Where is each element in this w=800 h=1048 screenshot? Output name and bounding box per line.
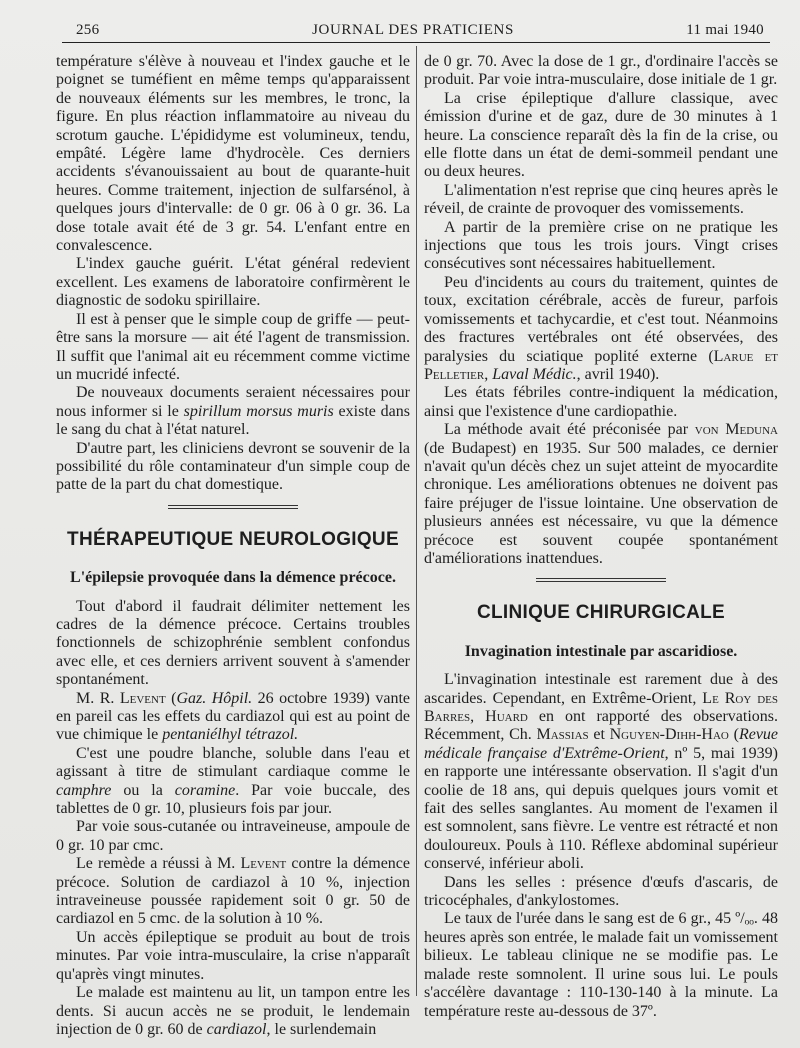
column-divider bbox=[416, 46, 417, 996]
section-separator bbox=[536, 578, 666, 582]
issue-date: 11 mai 1940 bbox=[686, 22, 764, 38]
text-run: (de Budapest) en 1935. Sur 500 malades, ce dernier n'avait qu'un décès chez un sujet atteint de myocardite chronique. Les améliorations obtenues ne doivent pas faire préjuger de l'issue lointaine. Une observation de plusieurs années est nécessaire, vu que la démence précoce est souvent coupée spontanément d'améliorations inattendues. bbox=[424, 439, 778, 567]
paragraph: L'index gauche guérit. L'état général redevient excellent. Les examens de laboratoire confirmèrent le diagnostic de sodoku spirillaire. bbox=[56, 255, 410, 310]
paragraph bbox=[56, 384, 410, 439]
paragraph bbox=[56, 984, 410, 1039]
paragraph: A partir de la première crise on ne pratique les injections que tous les trois jours. Vingt crises consécutives sont nécessaires habituellement. bbox=[424, 218, 778, 273]
paragraph: Tout d'abord il faudrait délimiter nettement les cadres de la démence précoce. Certains troubles fonctionnels de schizophrénie semblent confondus avec elle, et ces derniers arrivent souvent à s'amender spontanément. bbox=[56, 597, 410, 689]
author-name: Massias bbox=[536, 726, 589, 744]
paragraph: La crise épileptique d'allure classique, avec émission d'urine et de gaz, dure de 30 minutes à 1 heure. La conscience reparaît dès la fin de la crise, ou elle flotte dans un état de demi-sommeil pendant une ou deux heures. bbox=[424, 89, 778, 181]
author-name: Huard bbox=[485, 708, 528, 725]
journal-name: Laval Médic. bbox=[492, 365, 577, 383]
text-run: et bbox=[588, 726, 610, 744]
section-separator bbox=[168, 505, 298, 509]
page-number: 256 bbox=[76, 22, 100, 38]
text-run: L'invagination intestinale est rarement due à des ascarides. Cependant, en Extrême-Orient, bbox=[424, 671, 778, 707]
text-run: , bbox=[470, 708, 486, 725]
header-rule bbox=[62, 42, 770, 43]
author-name: Le Roy des Barres bbox=[424, 689, 778, 725]
journal-title: JOURNAL DES PRATICIENS bbox=[312, 22, 514, 38]
text-run: , bbox=[484, 365, 493, 383]
right-column bbox=[424, 53, 778, 1021]
paragraph: Un accès épileptique se produit au bout de trois minutes. Par voie intra-musculaire, la crise n'apparaît qu'après vingt minutes. bbox=[56, 928, 410, 983]
author-name: Larue et Pelletier bbox=[424, 347, 779, 383]
paragraph: Dans les selles : présence d'œufs d'ascaris, de tricocéphales, d'ankylostomes. bbox=[424, 873, 778, 910]
paragraph: L'alimentation n'est reprise que cinq heures après le réveil, de crainte de provoquer des vomissements. bbox=[424, 181, 778, 218]
section-title: CLINIQUE CHIRURGICALE bbox=[476, 602, 726, 624]
journal-name: Gaz. Hôpil. bbox=[176, 689, 253, 707]
author-name: Levent bbox=[240, 855, 287, 873]
text-run: . Par voie buccale, des tablettes de 0 gr. 10, plusieurs fois par jour. bbox=[56, 781, 410, 818]
section-title: THÉRAPEUTIQUE NEUROLOGIQUE bbox=[67, 528, 399, 550]
italic-term: camphre bbox=[56, 781, 112, 799]
text-run: Le malade est maintenu au lit, un tampon entre les dents. Si aucun accès ne se produit, le lendemain injection de 0 gr. 60 de bbox=[56, 984, 410, 1038]
page-header bbox=[62, 20, 764, 42]
text-run: M. R. bbox=[76, 689, 120, 707]
italic-term: cardiazol bbox=[206, 1020, 267, 1038]
text-run: De nouveaux documents seraient nécessaires pour nous informer si le bbox=[56, 384, 410, 420]
journal-name: Revue médicale française d'Extrême-Orient bbox=[424, 726, 779, 762]
text-run: en ont rapporté des observations. Récemment, Ch. bbox=[424, 708, 778, 744]
text-run: , avril 1940). bbox=[576, 365, 660, 383]
author-name: von Meduna bbox=[694, 421, 779, 439]
paragraph: D'autre part, les cliniciens devront se souvenir de la possibilité du rôle contaminateur d'un simple coup de patte de la part du chat domestique. bbox=[56, 439, 410, 494]
text-run: , le surlendemain bbox=[266, 1020, 377, 1038]
paragraph bbox=[56, 745, 410, 819]
paragraph: Les états fébriles contre-indiquent la médication, ainsi que l'existence d'une cardiopathie. bbox=[424, 384, 778, 420]
paragraph bbox=[424, 274, 778, 384]
text-run: contre la démence précoce. Solution de cardiazol à 10 %, injection intraveineuse poussée rapidement soit 0 gr. 50 de cardiazol en 5 cmc. de la solution à 10 %. bbox=[56, 855, 411, 928]
text-run: C'est une poudre blanche, soluble dans l'eau et agissant à titre de stimulant cardiaque comme le bbox=[56, 744, 410, 781]
paragraph: Par voie sous-cutanée ou intraveineuse, ampoule de 0 gr. 10 par cmc. bbox=[56, 818, 410, 854]
text-run: Le remède a réussi à M. bbox=[76, 855, 241, 873]
text-run: La méthode avait été préconisée par bbox=[444, 421, 695, 439]
text-run: ( bbox=[165, 689, 177, 707]
paragraph: Le taux de l'urée dans le sang est de 6 gr., 45 º/ₒₒ. 48 heures après son entrée, le malade fait un vomissement bilieux. Le tableau clinique ne se modifie pas. Le malade reste somnolent. Il urine sous lui. Le pouls s'accélère davantage : 110-130-140 à la minute. La température reste au-dessous de 37º. bbox=[424, 910, 778, 1020]
left-column bbox=[56, 53, 410, 1039]
paragraph: Il est à penser que le simple coup de griffe — peut-être sans la morsure — ait été l'agent de transmission. Il suffit que l'animal ait eu récemment comme victime un mucridé infecté. bbox=[56, 310, 410, 383]
paragraph bbox=[424, 421, 778, 568]
author-name: Levent bbox=[119, 689, 166, 707]
paragraph bbox=[424, 671, 778, 873]
text-run: ( bbox=[728, 726, 739, 744]
text-run: Peu d'incidents au cours du traitement, quintes de toux, excitation cérébrale, accès de fureur, parfois vomissements et tachycardie, et c'est tout. Néanmoins des fractures vertébrales ont été observées, des paralysies du sciatique poplité externe ( bbox=[424, 273, 778, 365]
paragraph bbox=[56, 855, 410, 929]
article-title: Invagination intestinale par ascaridiose. bbox=[464, 642, 738, 660]
article-title: L'épilepsie provoquée dans la démence précoce. bbox=[70, 569, 396, 587]
paragraph bbox=[56, 690, 410, 745]
italic-term: pentaniélhyl tétrazol. bbox=[162, 726, 299, 744]
text-run: , nº 5, mai 1939) en rapporte une intéressante observation. Il s'agit d'un coolie de 18 ans, qui depuis quelques jours vomit et fait des selles sanglantes. Au moment de l'examen il est somnolent, sans fièvre. Le ventre est rétracté et non douloureux. Pouls à 110. Réflexe abdominal supérieur conservé, inférieur aboli. bbox=[424, 744, 778, 873]
text-run: existe dans le sang du chat à l'état naturel. bbox=[56, 402, 410, 439]
paragraph: température s'élève à nouveau et l'index gauche et le poignet se tuméfient en même temps qu'apparaissent de nouveaux éléments sur les membres, le tronc, la figure. En plus réaction inflammatoire au niveau du scrotum gauche. L'épididyme est volumineux, tendu, empâté. Légère lame d'hydrocèle. Ces derniers accidents s'évanouissaient au bout de quarante-huit heures. Comme traitement, injection de sulfarsénol, à quelques jours d'intervalle: de 0 gr. 06 à 0 gr. 36. La dose totale avait été de 3 gr. 54. L'enfant entre en convalescence. bbox=[56, 53, 410, 255]
text-run: ou la bbox=[111, 781, 175, 799]
paragraph: de 0 gr. 70. Avec la dose de 1 gr., d'ordinaire l'accès se produit. Par voie intra-musculaire, dose initiale de 1 gr. bbox=[424, 53, 778, 89]
italic-term: spirillum morsus muris bbox=[183, 402, 334, 420]
author-name: Nguyen-Dihh-Hao bbox=[609, 726, 729, 744]
italic-term: coramine bbox=[174, 781, 236, 799]
text-run: 26 octobre 1939) vante en pareil cas les effets du cardiazol qui est au point de vue chimique le bbox=[56, 689, 410, 744]
